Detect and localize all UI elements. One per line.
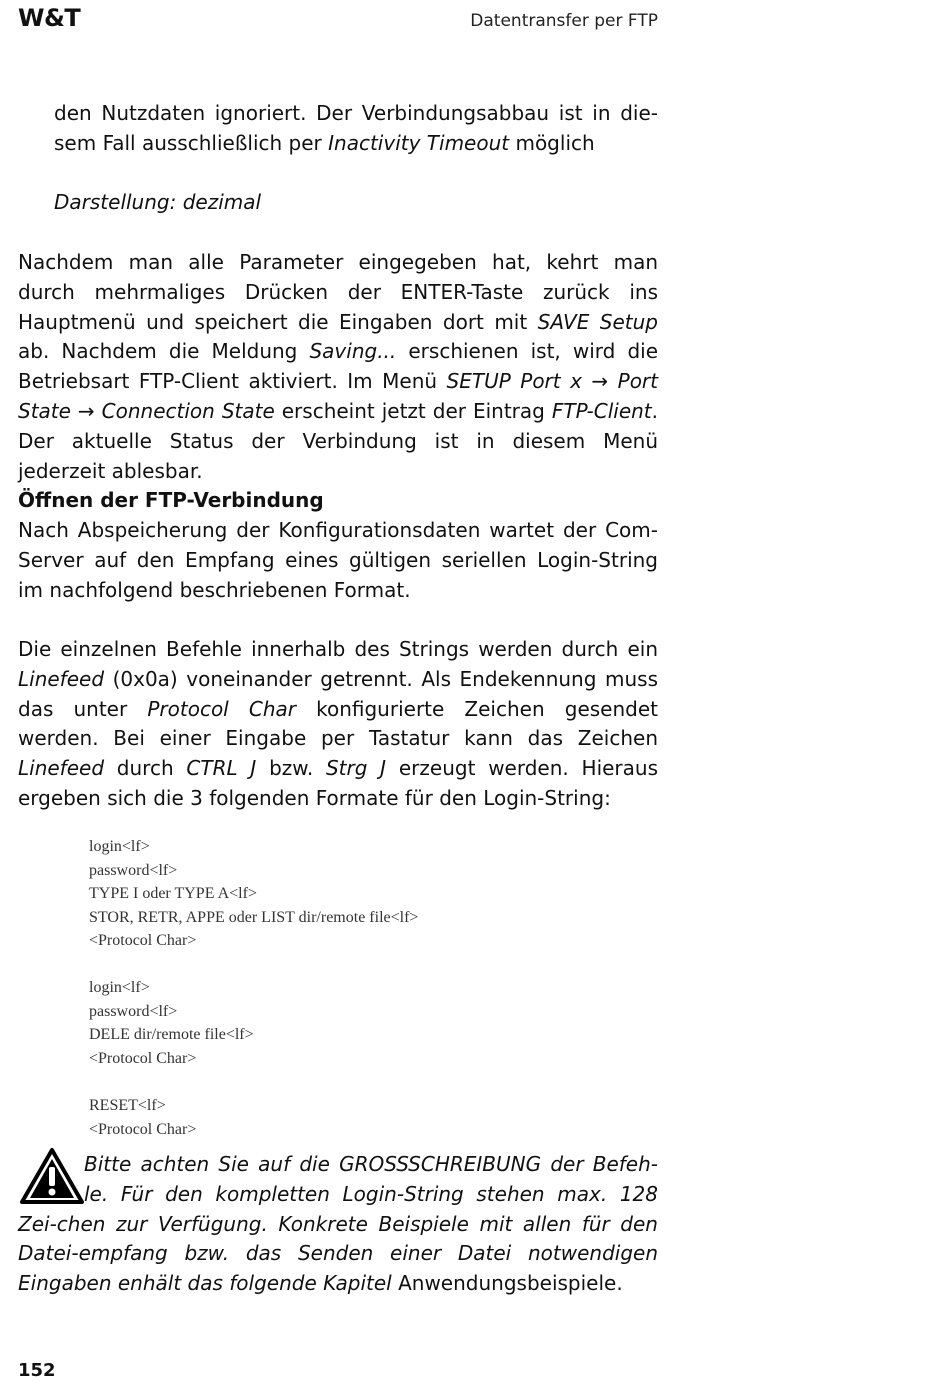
commands-text-5: bzw. [256,756,326,781]
ctrl-j-term: CTRL J [186,756,257,781]
paragraph-intro: Nach Abspeicherung der Konfigurationsdaten wartet der Com-Server auf den Empfang eines gültigen seriellen Login-String im nachfolgend beschriebenen Format. [18,518,658,602]
continued-text-b: möglich [509,130,595,155]
menu-path-term: SETUP Port x → Port State → Connection State [18,369,658,423]
save-para-text-2: ab. Nachdem die Meldung [18,339,310,364]
save-para-text-1: Nachdem man alle Parameter eingegeben hat, kehrt man durch mehrmaliges Drücken der ENTER-Taste zurück ins Hauptmenü und speichert die Eingaben dort mit [18,250,658,334]
commands-text-1: Die einzelnen Befehle innerhalb des Strings werden durch ein [18,637,658,661]
commands-text-2: (0x0a) voneinander getrennt. Als Endekennung muss das unter [18,666,658,721]
code-block-transfer: login<lf> password<lf> TYPE I oder TYPE A<lf> STOR, RETR, APPE oder LIST dir/remote file<lf> <Protocol Char> [89,838,419,950]
commands-text-4: durch [104,756,187,781]
code-block-reset: RESET<lf> <Protocol Char> [89,1097,197,1138]
protocol-char-term: Protocol Char [147,696,296,721]
ftp-client-term: FTP-Client [551,398,652,423]
paragraph-commands [18,635,658,814]
chapter-reference: Anwendungsbeispiele. [398,1271,623,1296]
warning-icon-spacer [18,1150,84,1208]
running-header: Datentransfer per FTP [470,11,658,31]
continued-list-item [54,99,658,159]
strg-j-term: Strg J [325,756,387,781]
save-para-text-5: . Der aktuelle Status der Verbindung ist in diesem Menü jederzeit ablesbar. [18,398,659,483]
code-block-delete: login<lf> password<lf> DELE dir/remote file<lf> <Protocol Char> [89,979,254,1067]
linefeed-term-2: Linefeed [18,756,105,781]
representation-text: Darstellung: dezimal [54,190,262,214]
brand-logo: W&T [18,4,81,32]
page-number: 152 [18,1360,56,1381]
representation-note [54,188,658,218]
save-para-text-3: erschienen ist, wird die Betriebsart FTP-Client aktiviert. Im Menü [18,339,659,394]
save-para-text-4: erscheint jetzt der Eintrag [274,398,552,423]
commands-text-6: erzeugt werden. Hieraus ergeben sich die 3 folgenden Formate für den Login-String: [18,756,659,810]
inactivity-timeout-term: Inactivity Timeout [328,130,510,155]
commands-text-3: konfigurierte Zeichen gesendet werden. Bei einer Eingabe per Tastatur kann das Zeichen [18,696,659,751]
paragraph-save-setup [18,248,658,486]
saving-term: Saving... [309,339,397,364]
warning-text: Bitte achten Sie auf die GROSSSCHREIBUNG der Befeh-le. Für den kompletten Login-String stehen max. 128 Zei-chen zur Verfügung. Konkrete Beispiele mit allen für den Datei-empfang bzw. das Senden einer Datei notwendigen Eingaben enhält das folgende Kapitel [18,1152,658,1296]
section-heading: Öffnen der FTP-Verbindung [18,488,324,512]
continued-text-a: den Nutzdaten ignoriert. Der Verbindungsabbau ist in die-sem Fall ausschließlich per [54,101,658,155]
linefeed-term: Linefeed [18,666,105,691]
warning-note [18,1150,658,1299]
save-setup-term: SAVE Setup [537,309,658,334]
